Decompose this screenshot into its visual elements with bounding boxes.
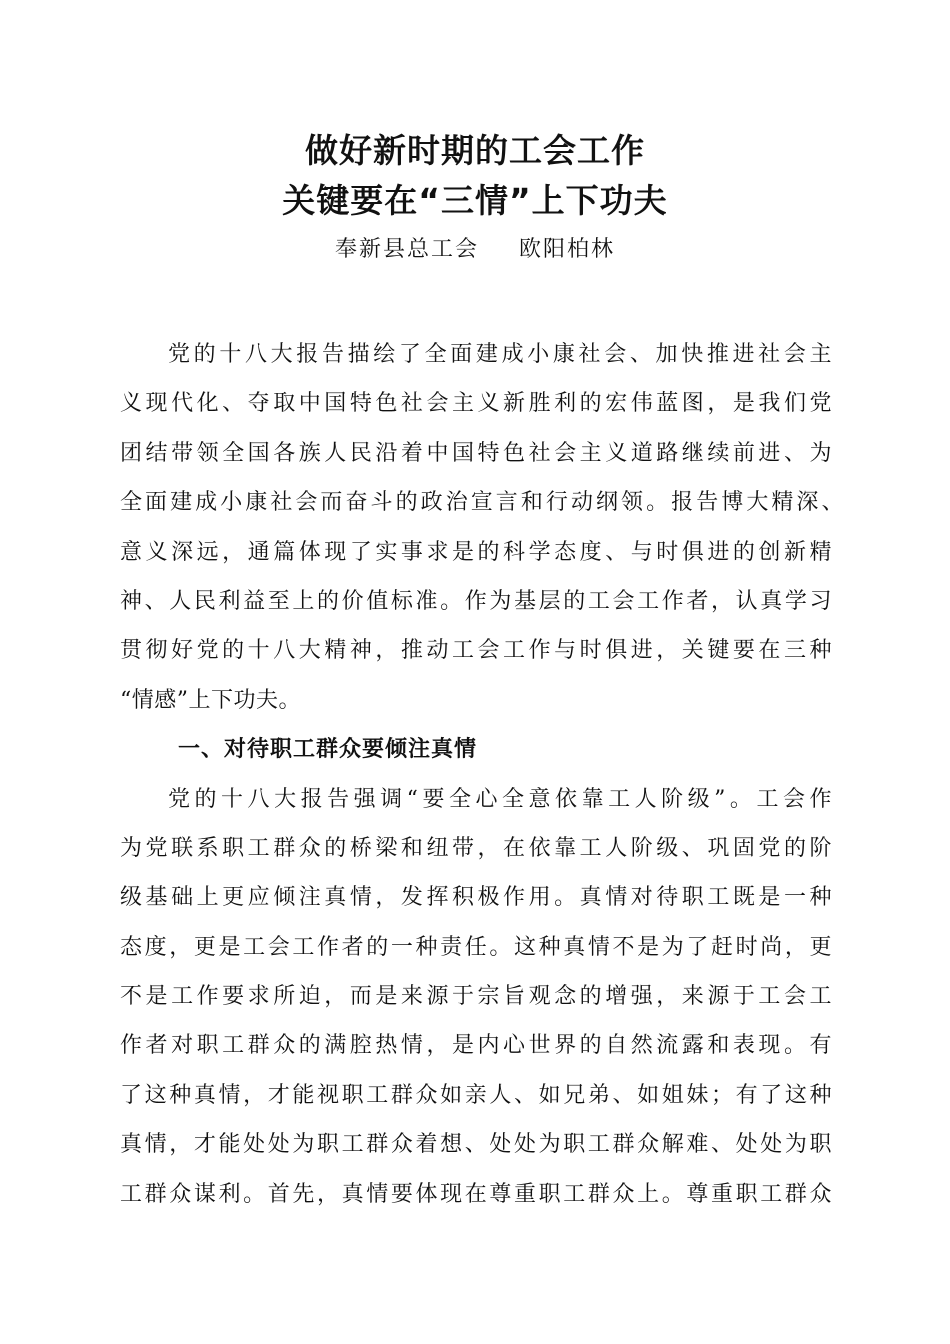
paragraph-line: 级基础上更应倾注真情，发挥积极作用。真情对待职工既是一种 — [120, 885, 832, 911]
paragraph-line: 贯彻好党的十八大精神，推动工会工作与时俱进，关键要在三种 — [120, 638, 832, 664]
author-organization: 奉新县总工会 — [334, 237, 479, 262]
document-body — [120, 330, 844, 1219]
paragraph-line: 工群众谋利。首先，真情要体现在尊重职工群众上。尊重职工群众 — [120, 1181, 832, 1207]
paragraph-line: 党的十八大报告强调“要全心全意依靠工人阶级”。工会作 — [168, 786, 832, 812]
author-line — [0, 234, 950, 266]
paragraph-line: 义现代化、夺取中国特色社会主义新胜利的宏伟蓝图，是我们党 — [120, 391, 832, 417]
author-name: 欧阳柏林 — [519, 237, 616, 262]
paragraph-line: 作者对职工群众的满腔热情，是内心世界的自然流露和表现。有 — [120, 1033, 832, 1059]
paragraph-line: 意义深远，通篇体现了实事求是的科学态度、与时俱进的创新精 — [120, 539, 832, 565]
paragraph-line: 不是工作要求所迫，而是来源于宗旨观念的增强，来源于工会工 — [120, 984, 832, 1010]
paragraph-line: 真情，才能处处为职工群众着想、处处为职工群众解难、处处为职 — [120, 1132, 832, 1158]
paragraph-line: “情感”上下功夫。 — [120, 687, 301, 713]
document-title-line-2: 关键要在“三情”上下功夫 — [282, 181, 668, 220]
paragraph-line: 全面建成小康社会而奋斗的政治宣言和行动纲领。报告博大精深、 — [120, 490, 844, 516]
paragraph-line: 党的十八大报告描绘了全面建成小康社会、加快推进社会主 — [168, 342, 832, 367]
paragraph-line: 态度，更是工会工作者的一种责任。这种真情不是为了赶时尚，更 — [120, 934, 832, 960]
section-heading: 一、对待职工群众要倾注真情 — [178, 737, 478, 763]
paragraph-line: 为党联系职工群众的桥梁和纽带，在依靠工人阶级、巩固党的阶 — [120, 835, 832, 861]
document-title-line-1: 做好新时期的工会工作 — [305, 131, 645, 170]
paragraph-line: 神、人民利益至上的价值标准。作为基层的工会工作者，认真学习 — [120, 588, 832, 614]
paragraph-line: 了这种真情，才能视职工群众如亲人、如兄弟、如姐妹；有了这种 — [120, 1082, 832, 1108]
paragraph-line: 团结带领全国各族人民沿着中国特色社会主义道路继续前进、为 — [120, 440, 832, 466]
